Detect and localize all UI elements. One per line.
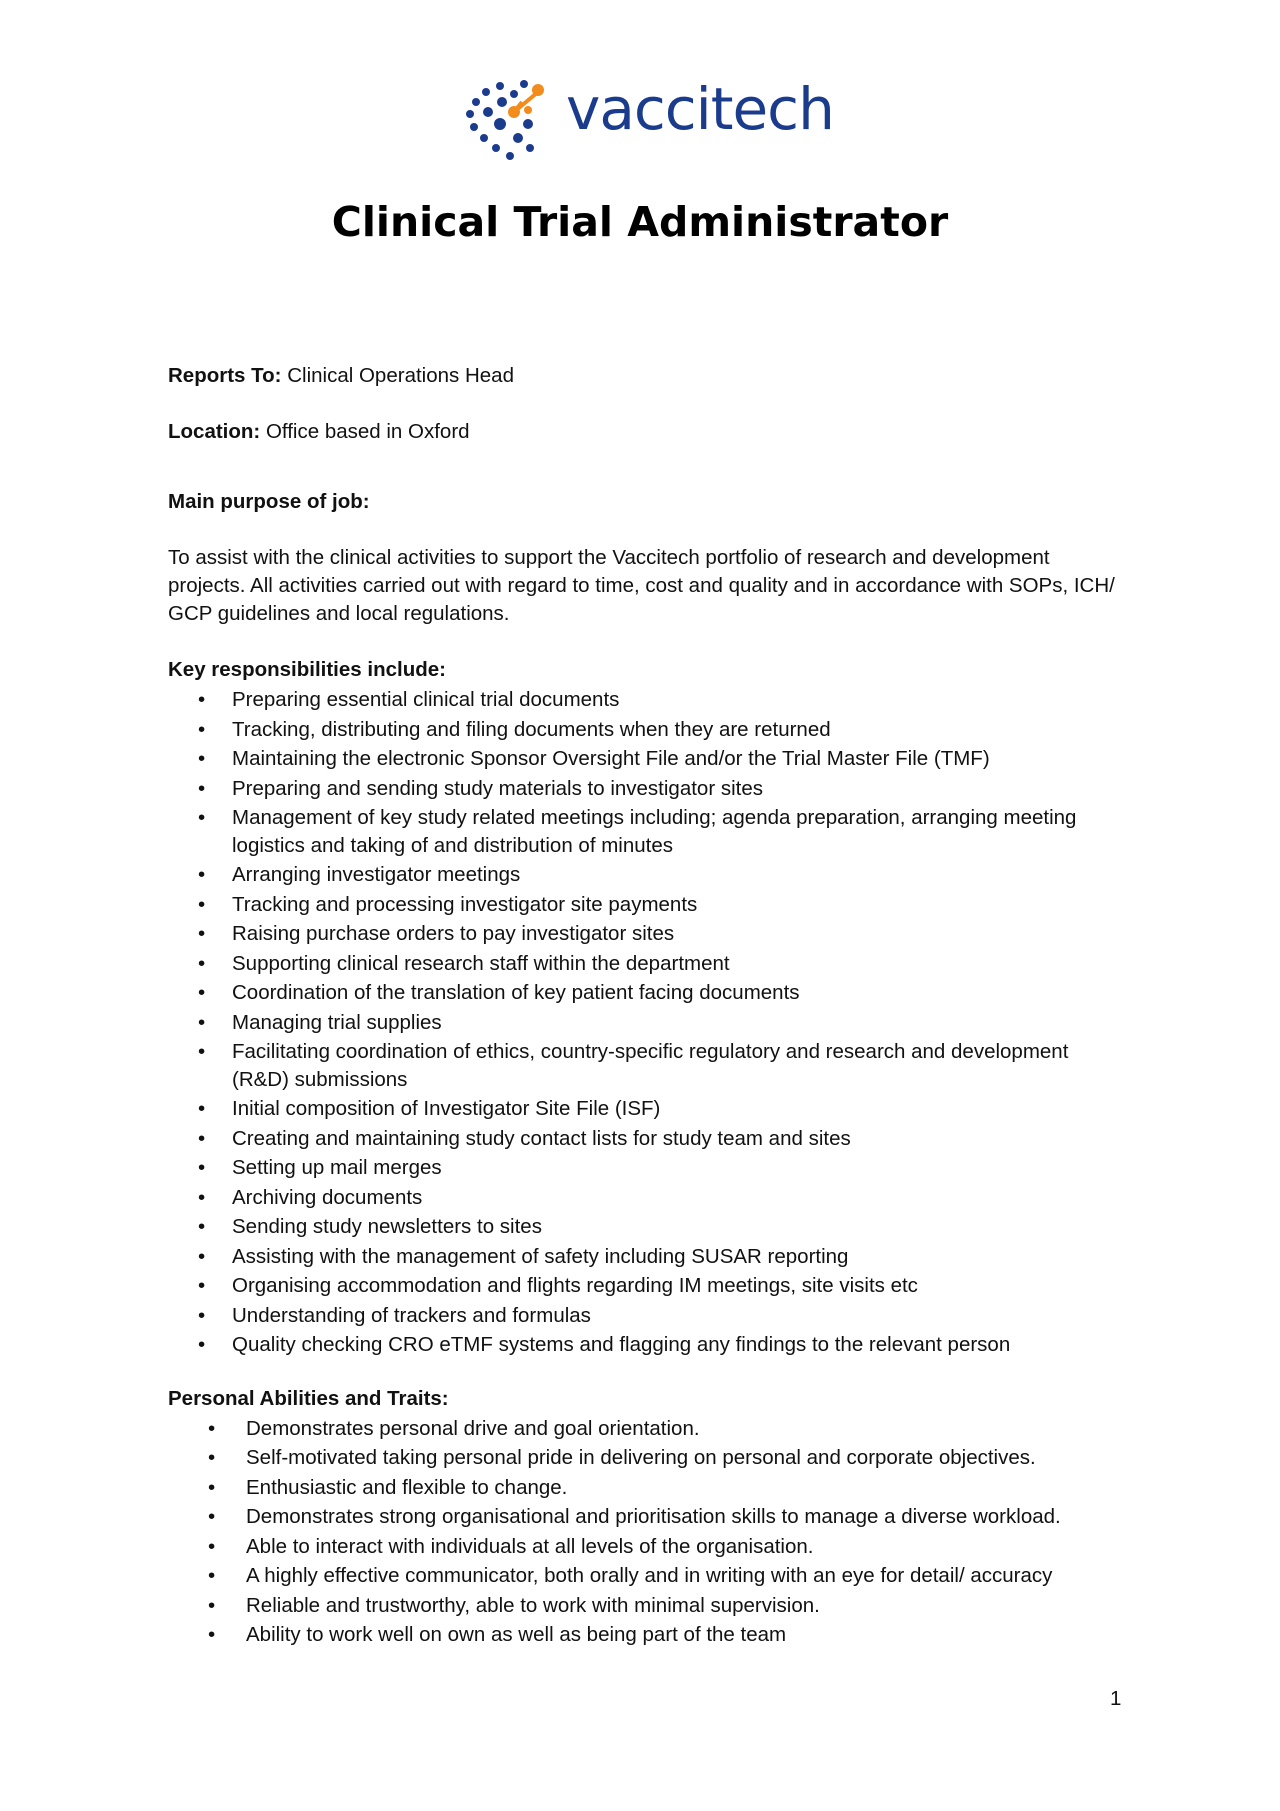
personal-abilities-list [168,1415,1130,1649]
location-line [168,418,1130,446]
list-item [168,979,1130,1007]
bullet-icon: • [198,1185,206,1209]
list-item [168,1213,1130,1241]
bullet-icon: • [198,892,206,916]
bullet-icon: • [198,1274,206,1297]
list-item [168,1184,1130,1212]
bullet-icon: • [208,1593,216,1617]
list-item [168,775,1130,803]
list-item [168,1243,1130,1271]
main-purpose-heading: Main purpose of job: [168,490,370,513]
list-item-text: Management of key study related meetings including; agenda preparation, arranging meeting logistics and taking of and distribution of minutes [232,806,1077,857]
reports-to-line [168,362,1130,390]
key-responsibilities-list [168,686,1130,1359]
list-item [168,1415,1130,1443]
bullet-icon: • [198,717,206,741]
list-item-text: Archiving documents [232,1185,423,1209]
bullet-icon: • [198,1040,206,1063]
list-item-text: Able to interact with individuals at all levels of the organisation. [246,1534,814,1558]
list-item [168,950,1130,978]
list-item-text: Setting up mail merges [232,1156,442,1179]
list-item-text: Maintaining the electronic Sponsor Oversight File and/or the Trial Master File (TMF) [232,747,990,770]
bullet-icon: • [198,1126,206,1150]
list-item-text: Raising purchase orders to pay investigator sites [232,922,675,945]
bullet-icon: • [198,1333,206,1356]
list-item-text: Facilitating coordination of ethics, country-specific regulatory and research and development (R&D) submissions [232,1040,1069,1091]
bullet-icon: • [208,1416,216,1440]
list-item [168,1533,1130,1561]
reports-to-value: Clinical Operations Head [287,364,514,387]
list-item [168,745,1130,773]
bullet-icon: • [198,1156,206,1179]
list-item [168,1154,1130,1182]
bullet-icon: • [208,1564,216,1587]
main-purpose-text: To assist with the clinical activities to support the Vaccitech portfolio of research and development projects. All activities carried out with regard to time, cost and quality and in accordance with SOPs, ICH/ GCP guidelines and local regulations. [168,546,1115,625]
bullet-icon: • [198,981,206,1004]
list-item-text: Reliable and trustworthy, able to work with minimal supervision. [246,1593,820,1617]
list-item-text: A highly effective communicator, both orally and in writing with an eye for detail/ accuracy [246,1564,1053,1587]
list-item-text: Supporting clinical research staff within the department [232,951,730,975]
list-item [168,1444,1130,1472]
list-item [168,1503,1130,1531]
vaccitech-logo [462,72,842,172]
list-item [168,804,1130,859]
bullet-icon: • [198,1010,206,1034]
list-item-text: Preparing essential clinical trial documents [232,688,620,711]
document-title: Clinical Trial Administrator [331,198,949,246]
bullet-icon: • [208,1446,216,1469]
logo-wordmark: vaccitech [566,75,834,143]
bullet-icon: • [198,776,206,800]
bullet-icon: • [198,806,206,829]
list-item-text: Enthusiastic and flexible to change. [246,1475,568,1499]
bullet-icon: • [198,1097,206,1120]
bullet-icon: • [198,863,206,886]
list-item [168,891,1130,919]
reports-to-label: Reports To: [168,364,282,387]
list-item [168,716,1130,744]
list-item [168,1474,1130,1502]
bullet-icon: • [198,951,206,975]
bullet-icon: • [198,688,206,711]
list-item-text: Demonstrates strong organisational and prioritisation skills to manage a diverse workload. [246,1505,1061,1528]
list-item-text: Self-motivated taking personal pride in delivering on personal and corporate objectives. [246,1446,1036,1469]
list-item-text: Tracking, distributing and filing documents when they are returned [232,717,831,741]
list-item-text: Tracking and processing investigator site payments [232,892,698,916]
list-item-text: Ability to work well on own as well as being part of the team [246,1623,787,1646]
location-value: Office based in Oxford [265,420,470,443]
bullet-icon: • [198,747,206,770]
bullet-icon: • [198,1303,206,1327]
list-item-text: Coordination of the translation of key patient facing documents [232,981,800,1004]
list-item [168,1272,1130,1300]
personal-abilities-heading: Personal Abilities and Traits: [168,1386,449,1410]
list-item-text: Quality checking CRO eTMF systems and flagging any findings to the relevant person [232,1333,1011,1356]
document-body [168,362,1130,1651]
list-item-text: Demonstrates personal drive and goal orientation. [246,1416,700,1440]
list-item-text: Managing trial supplies [232,1010,442,1034]
bullet-icon: • [208,1475,216,1499]
page-number: 1 [1110,1687,1122,1710]
bullet-icon: • [198,1215,206,1238]
bullet-icon: • [198,1244,206,1268]
list-item [168,1621,1130,1649]
bullet-icon: • [198,922,206,945]
molecule-logo-icon [462,72,562,164]
location-label: Location: [168,420,261,443]
list-item-text: Understanding of trackers and formulas [232,1303,591,1327]
list-item-text: Assisting with the management of safety including SUSAR reporting [232,1244,849,1268]
list-item [168,861,1130,889]
list-item-text: Preparing and sending study materials to investigator sites [232,776,764,800]
bullet-icon: • [208,1623,216,1646]
list-item [168,1302,1130,1330]
list-item-text: Arranging investigator meetings [232,863,521,886]
list-item [168,1562,1130,1590]
list-item [168,1331,1130,1359]
list-item [168,686,1130,714]
list-item [168,1038,1130,1093]
bullet-icon: • [208,1505,216,1528]
bullet-icon: • [208,1534,216,1558]
list-item-text: Organising accommodation and flights regarding IM meetings, site visits etc [232,1274,918,1297]
list-item [168,1095,1130,1123]
list-item-text: Initial composition of Investigator Site File (ISF) [232,1097,661,1120]
list-item [168,1009,1130,1037]
list-item-text: Sending study newsletters to sites [232,1215,542,1238]
key-responsibilities-heading: Key responsibilities include: [168,658,446,681]
list-item-text: Creating and maintaining study contact lists for study team and sites [232,1126,851,1150]
list-item [168,1592,1130,1620]
list-item [168,1125,1130,1153]
list-item [168,920,1130,948]
